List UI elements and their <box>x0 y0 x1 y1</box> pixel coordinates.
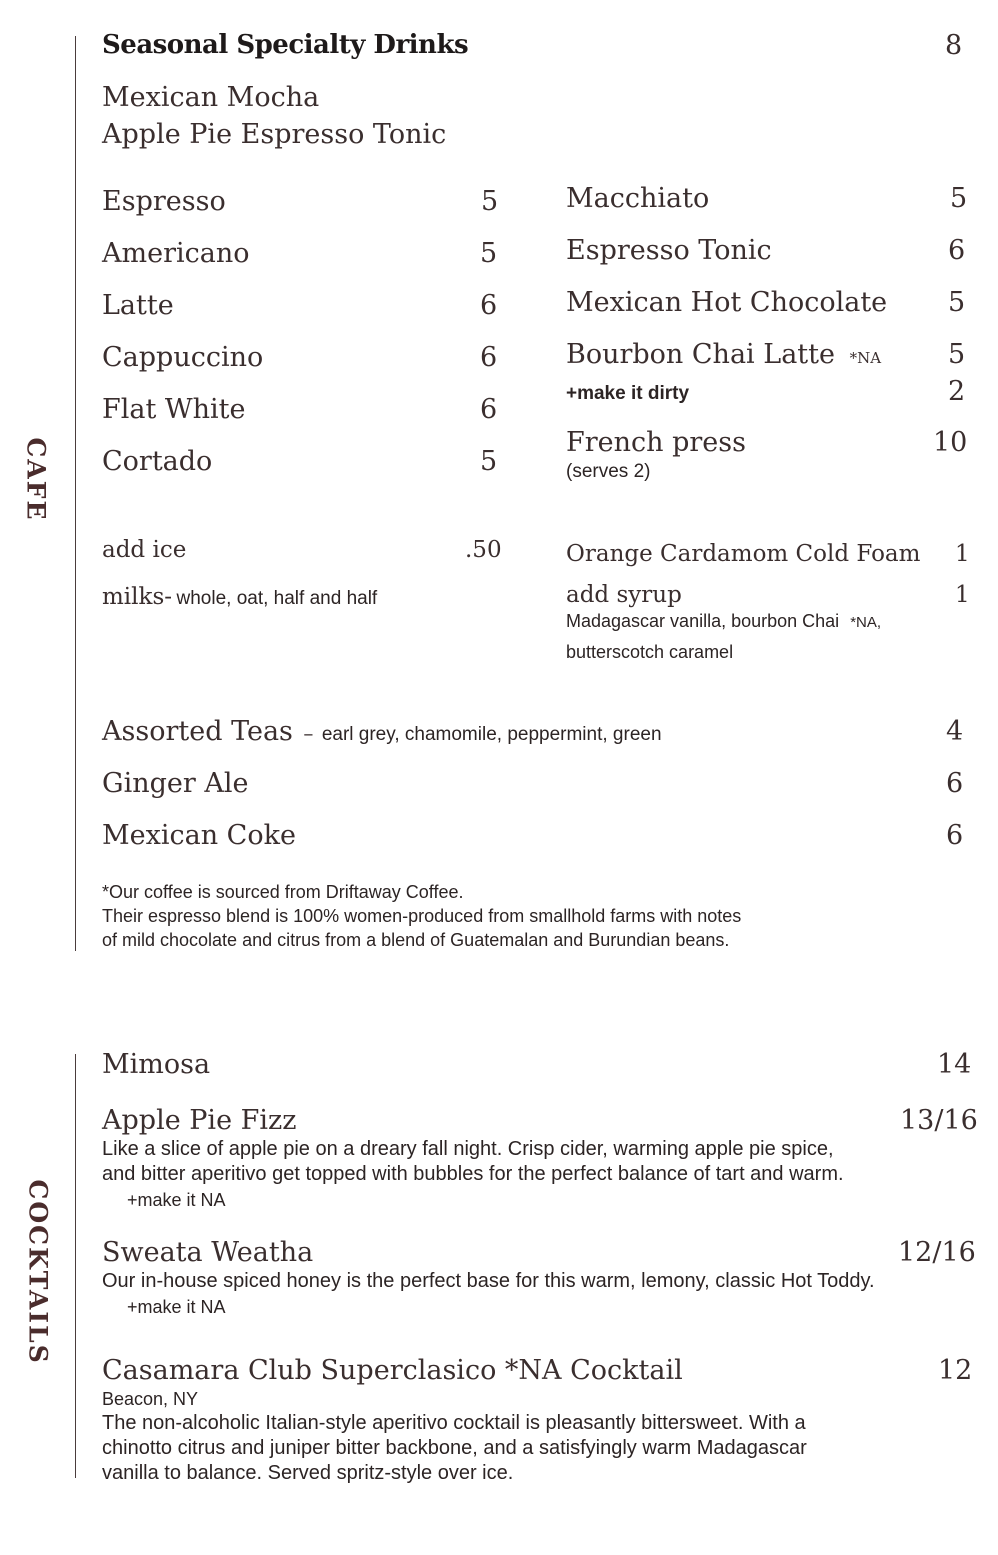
seasonal-item: Apple Pie Espresso Tonic <box>102 119 447 150</box>
milks-line <box>102 584 377 610</box>
cafe-item-price: 6 <box>480 394 498 425</box>
milks-label: milks- <box>102 584 173 610</box>
cocktails-divider-line <box>75 1054 76 1478</box>
teas-price: 4 <box>946 716 964 747</box>
cafe-item-name: Cappuccino <box>102 342 264 373</box>
add-syrup-price: 1 <box>955 582 970 608</box>
coffee-note-line: Their espresso blend is 100% women-produced from smallhold farms with notes <box>102 906 742 926</box>
seasonal-price: 8 <box>945 30 963 61</box>
espresso-tonic-price: 6 <box>948 235 966 266</box>
sweata-weatha-name: Sweata Weatha <box>102 1237 314 1268</box>
cafe-section-label: CAFE <box>21 437 51 522</box>
french-press-price: 10 <box>933 427 968 458</box>
cafe-item-price: 5 <box>481 186 499 217</box>
bourbon-chai-name <box>566 339 881 370</box>
seasonal-item: Mexican Mocha <box>102 82 320 113</box>
hot-chocolate-name: Mexican Hot Chocolate <box>566 287 888 318</box>
coffee-note-line: of mild chocolate and citrus from a blend of Guatemalan and Burundian beans. <box>102 930 730 950</box>
french-press-note: (serves 2) <box>566 461 651 482</box>
mimosa-name: Mimosa <box>102 1049 211 1080</box>
cafe-item-name: Americano <box>102 238 250 269</box>
casamara-desc: The non-alcoholic Italian-style aperitivo cocktail is pleasantly bittersweet. With a <box>102 1412 806 1434</box>
ginger-ale-price: 6 <box>946 768 964 799</box>
apple-pie-fizz-na: +make it NA <box>127 1190 226 1210</box>
syrup-options-a: Madagascar vanilla, bourbon Chai <box>566 611 840 631</box>
cafe-item-name: Cortado <box>102 446 213 477</box>
cafe-item-price: 5 <box>480 238 498 269</box>
casamara-origin: Beacon, NY <box>102 1389 199 1409</box>
casamara-name: Casamara Club Superclasico *NA Cocktail <box>102 1355 683 1386</box>
milks-options: whole, oat, half and half <box>176 588 378 609</box>
teas-options: earl grey, chamomile, peppermint, green <box>321 724 662 745</box>
mexican-coke-price: 6 <box>946 820 964 851</box>
bourbon-chai-label: Bourbon Chai Latte <box>566 339 835 370</box>
bourbon-chai-price: 5 <box>948 339 966 370</box>
cafe-item-price: 6 <box>480 342 498 373</box>
cafe-divider-line <box>75 36 76 951</box>
teas-dash: – <box>303 721 314 745</box>
cafe-item-name: Flat White <box>102 394 246 425</box>
sweata-weatha-desc: Our in-house spiced honey is the perfect base for this warm, lemony, classic Hot Toddy. <box>102 1270 875 1292</box>
french-press-name: French press <box>566 427 746 458</box>
make-dirty-addon: +make it dirty <box>566 383 690 404</box>
espresso-tonic-name: Espresso Tonic <box>566 235 772 266</box>
apple-pie-fizz-desc: Like a slice of apple pie on a dreary fall night. Crisp cider, warming apple pie spice, <box>102 1138 834 1160</box>
cocktails-section-label: COCKTAILS <box>23 1179 53 1365</box>
casamara-desc: chinotto citrus and juniper bitter backbone, and a satisfyingly warm Madagascar <box>102 1437 807 1459</box>
cafe-item-price: 5 <box>480 446 498 477</box>
add-ice-label: add ice <box>102 537 187 563</box>
add-ice-price: .50 <box>465 537 502 563</box>
apple-pie-fizz-name: Apple Pie Fizz <box>102 1105 297 1136</box>
make-dirty-price: 2 <box>948 376 966 407</box>
cafe-item-price: 6 <box>480 290 498 321</box>
syrup-options <box>566 611 881 632</box>
macchiato-price: 5 <box>950 183 968 214</box>
apple-pie-fizz-desc: and bitter aperitivo get topped with bubbles for the perfect balance of tart and warm. <box>102 1163 844 1185</box>
syrup-na-tag: *NA, <box>850 614 882 631</box>
casamara-price: 12 <box>938 1355 973 1386</box>
casamara-desc: vanilla to balance. Served spritz-style over ice. <box>102 1462 514 1484</box>
coffee-note-line: *Our coffee is sourced from Driftaway Coffee. <box>102 882 464 902</box>
hot-chocolate-price: 5 <box>948 287 966 318</box>
cold-foam-price: 1 <box>955 541 970 567</box>
mimosa-price: 14 <box>937 1049 972 1080</box>
macchiato-name: Macchiato <box>566 183 710 214</box>
sweata-weatha-na: +make it NA <box>127 1297 226 1317</box>
sweata-weatha-price: 12/16 <box>898 1237 976 1268</box>
cafe-item-name: Espresso <box>102 186 226 217</box>
cold-foam-label: Orange Cardamom Cold Foam <box>566 541 921 567</box>
teas-line <box>102 716 662 747</box>
cafe-item-name: Latte <box>102 290 174 321</box>
mexican-coke-name: Mexican Coke <box>102 820 296 851</box>
na-tag: *NA <box>849 349 882 367</box>
apple-pie-fizz-price: 13/16 <box>900 1105 978 1136</box>
ginger-ale-name: Ginger Ale <box>102 768 249 799</box>
seasonal-title: Seasonal Specialty Drinks <box>102 30 469 60</box>
add-syrup-label: add syrup <box>566 582 682 608</box>
teas-name: Assorted Teas <box>102 716 293 747</box>
syrup-options-b: butterscotch caramel <box>566 642 734 662</box>
